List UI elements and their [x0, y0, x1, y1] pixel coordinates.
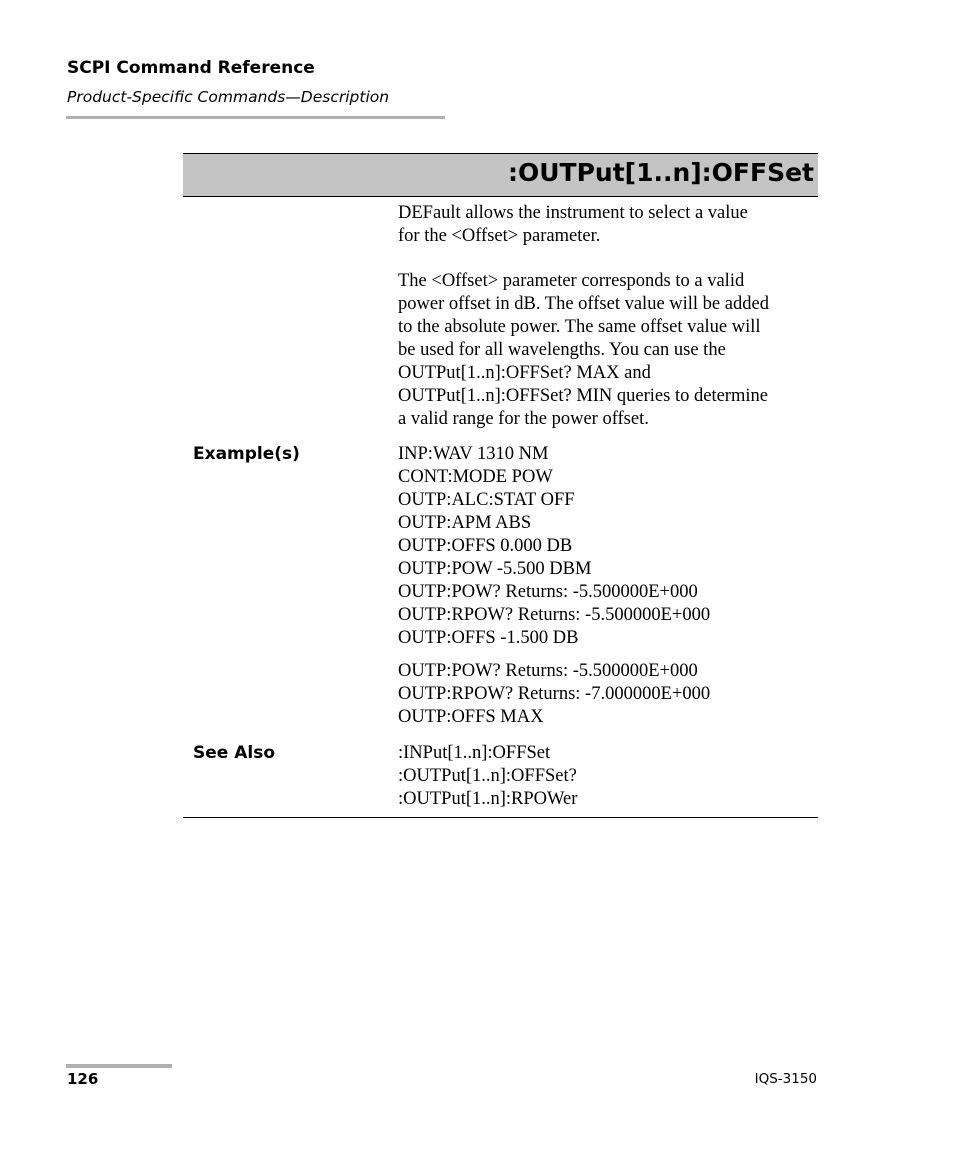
code-line: CONT:MODE POW — [398, 467, 553, 487]
text-line: to the absolute power. The same offset value will — [398, 317, 761, 337]
code-line: OUTP:POW? Returns: -5.500000E+000 — [398, 582, 698, 602]
code-line: OUTP:RPOW? Returns: -7.000000E+000 — [398, 684, 711, 704]
section-subtitle: Product-Specific Commands—Description — [67, 88, 390, 106]
code-line: OUTP:OFFS 0.000 DB — [398, 536, 573, 556]
code-line: OUTP:POW -5.500 DBM — [398, 559, 592, 579]
header-divider — [66, 116, 445, 119]
page-number: 126 — [67, 1070, 99, 1088]
code-line: OUTP:ALC:STAT OFF — [398, 490, 575, 510]
see-also-label: See Also — [193, 743, 276, 763]
text-line: OUTPut[1..n]:OFFSet? MAX and — [398, 363, 651, 383]
product-name: IQS-3150 — [754, 1071, 817, 1087]
examples-block-1 — [398, 443, 818, 650]
see-also-list — [398, 742, 818, 811]
table-bottom-divider — [183, 817, 818, 818]
code-line: OUTP:POW? Returns: -5.500000E+000 — [398, 661, 698, 681]
text-line: a valid range for the power offset. — [398, 409, 649, 429]
text-line: The <Offset> parameter corresponds to a valid — [398, 271, 745, 291]
code-line: INP:WAV 1310 NM — [398, 444, 549, 464]
command-title-bar — [183, 153, 818, 197]
examples-label: Example(s) — [193, 444, 300, 464]
examples-block-2 — [398, 660, 818, 729]
see-also-item[interactable]: :OUTPut[1..n]:RPOWer — [398, 789, 578, 809]
text-line: for the <Offset> parameter. — [398, 226, 601, 246]
command-title: :OUTPut[1..n]:OFFSet — [507, 158, 814, 187]
code-line: OUTP:OFFS -1.500 DB — [398, 628, 579, 648]
text-line: OUTPut[1..n]:OFFSet? MIN queries to determine — [398, 386, 768, 406]
code-line: OUTP:RPOW? Returns: -5.500000E+000 — [398, 605, 711, 625]
see-also-item[interactable]: :OUTPut[1..n]:OFFSet? — [398, 766, 577, 786]
code-line: OUTP:APM ABS — [398, 513, 532, 533]
section-title: SCPI Command Reference — [67, 58, 315, 78]
description-paragraph-2 — [398, 270, 818, 431]
see-also-item[interactable]: :INPut[1..n]:OFFSet — [398, 743, 551, 763]
text-line: power offset in dB. The offset value will be added — [398, 294, 769, 314]
footer-divider — [66, 1064, 172, 1068]
description-paragraph-1 — [398, 202, 818, 248]
text-line: DEFault allows the instrument to select a value — [398, 203, 748, 223]
text-line: be used for all wavelengths. You can use the — [398, 340, 726, 360]
code-line: OUTP:OFFS MAX — [398, 707, 544, 727]
